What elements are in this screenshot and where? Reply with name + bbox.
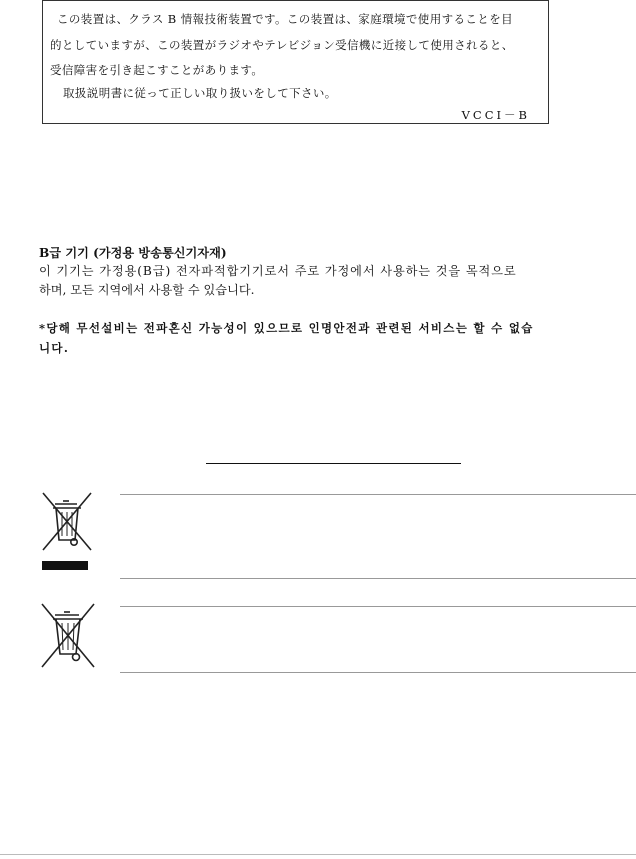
vcci-class-mark: VCCI－B (461, 108, 530, 122)
korean-note-line-1: *당해 무선설비는 전파혼신 가능성이 있으므로 인명안전과 관련된 서비스는 할 수 없습 (39, 321, 534, 335)
vcci-line-3: 受信障害を引き起こすことがあります。 (50, 63, 264, 77)
section-divider (206, 463, 461, 464)
page-footer-rule (0, 854, 636, 855)
vcci-line-1: この装置は、クラス B 情報技術装置です。この装置は、家庭環境で使用することを目 (57, 12, 513, 26)
korean-body-line-2: 하며, 모든 지역에서 사용할 수 있습니다. (39, 283, 255, 297)
vcci-notice-box (42, 0, 549, 124)
vcci-line-4: 取扱説明書に従って正しい取り扱いをして下さい。 (63, 86, 337, 100)
weee-rule-bottom (120, 672, 636, 673)
korean-body-line-1: 이 기기는 가정용(B급) 전자파적합기기로서 주로 가정에서 사용하는 것을 목적으로 (39, 264, 517, 278)
korean-heading: B급 기기 (가정용 방송통신기자재) (39, 246, 227, 260)
weee-rule-second-top (120, 606, 636, 607)
crossed-bin-icon-with-bar (40, 490, 94, 576)
weee-rule-top (120, 494, 636, 495)
crossed-out-wheeled-bin-icon (40, 602, 96, 670)
vcci-line-2: 的としていますが、この装置がラジオやテレビジョン受信機に近接して使用されると、 (50, 38, 514, 52)
weee-rule-middle (120, 578, 636, 579)
crossed-out-wheeled-bin-icon (40, 490, 94, 572)
korean-note-line-2: 니다. (39, 341, 70, 355)
crossed-bin-icon (40, 602, 96, 674)
